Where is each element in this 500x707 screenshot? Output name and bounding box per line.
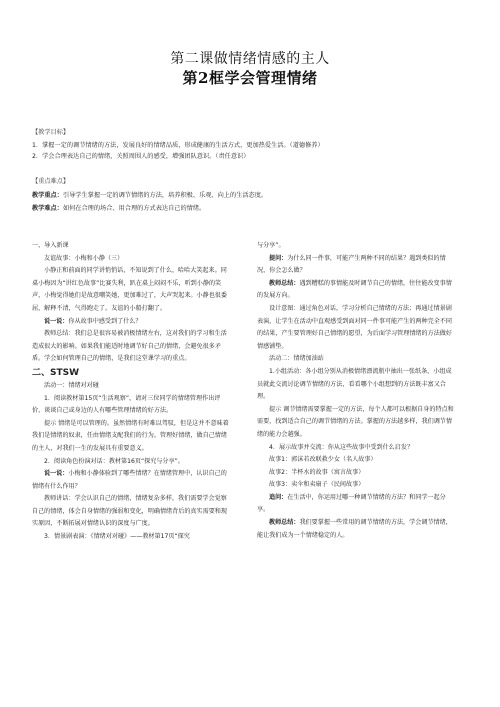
objectives-header: 【教学目标】: [32, 129, 70, 136]
paragraph-text: 你从故事中感受到了什么？: [68, 317, 142, 325]
paragraph: 与分享”。: [257, 242, 285, 249]
paragraph: 活动二：情绪加油站: [269, 355, 324, 363]
paragraph: [32, 316, 232, 329]
keypoints-section: [32, 177, 472, 213]
difficulty-line: [32, 204, 472, 213]
difficulty-label: 教学难点：: [32, 205, 63, 212]
objective-item-2: 2．学会合理表达自己的情绪，关照周围人的感受，增强团队意识。（责任意识）: [32, 153, 250, 160]
paragraph-label: 教师总结：: [269, 279, 300, 287]
paragraph: [257, 253, 457, 278]
paragraph: 故事2：半杯水的故事（寓言故事）: [269, 468, 365, 476]
paragraph: [257, 517, 457, 542]
paragraph-text: 为什么同一件事，可能产生两种不同的结果？遇到类似的情况，你会怎么做？: [257, 254, 446, 275]
focus-line: [32, 191, 472, 200]
left-column: [32, 240, 232, 544]
paragraph: 2．阅读角色扮演对话：教材第16页“探究与分享”。: [44, 457, 184, 465]
lesson-subtitle: 第2框学会管理情绪: [182, 69, 318, 87]
paragraph: 故事1：郭沫若改联救少女（名人故事）: [269, 456, 377, 464]
paragraph: [257, 492, 457, 517]
paragraph: [32, 468, 232, 493]
paragraph-label: 追问：: [269, 493, 288, 501]
paragraph-label: 说一说：: [44, 470, 69, 478]
paragraph: 提示 情绪是可以管理的。虽然情绪有时难以驾驭，但是这并不意味着我们是情绪的奴隶，任由情绪支配我们的行为。管理好情绪，做自己情绪的主人，对我们一生的发展具有重要意义。: [32, 419, 229, 452]
paragraph-label: 提问：: [269, 254, 288, 262]
paragraph: 友谊故事：小梅和小静（三）: [44, 254, 124, 262]
paragraph: 二、STSW: [32, 367, 80, 378]
paragraph-text: 在生活中，你运用过哪一种调节情绪的方法？和同学一起分享。: [257, 493, 446, 514]
paragraph-label: 说一说：: [44, 317, 69, 325]
paragraph: 4．展示故事并交流：你从这些故事中受到什么启发？: [269, 443, 414, 451]
difficulty-text: 如何在合理的场合、用合理的方式表达自己的情绪。: [62, 205, 206, 212]
paragraph: 一、导入新课: [32, 242, 69, 249]
paragraph: 故事3：卖伞和卖扇子（民间故事）: [269, 481, 365, 489]
paragraph: 教师总结：我们总是很容易被消极情绪左右，这对我们的学习和生活造成很大的影响。如果我们能适时地调节好自己的情绪，会避免很多矛盾。学会如何管理自己的情绪，是我们这堂课学习的重点。: [32, 330, 227, 363]
paragraph: 提示 调节情绪需要掌握一定的方法，每个人都可以根据自身的特点和需要，找到适合自己的调节情绪的方法。掌握的方法越多样，我们调节情绪的能力会越强。: [257, 405, 454, 438]
objective-item-1: 1．掌握一定的调节情绪的方法，发展良好的情绪品质，形成健康的生活方式，更加热爱生活。（道德修养）: [32, 142, 324, 149]
paragraph: [257, 278, 457, 303]
right-column: [257, 240, 457, 542]
paragraph: 3．情景剧表演：《情绪对对碰》——教材第17页“探究: [44, 533, 190, 541]
paragraph-text: 我们要掌握一些常用的调节情绪的方法，学会调节情绪，能让我们成为一个情绪稳定的人。: [257, 519, 452, 539]
paragraph: 小静正和前面的同学讲悄悄话，不知说到了什么，哈哈大笑起来。同桌小梅因为“讲红色故事”比赛失利，趴在桌上闷闷不乐，听到小静的笑声，小梅觉得她们是故意嘲笑她，更加难过了，大声哭起来。小静也很委屈，解释不清，气得跑走了。友谊的小船打翻了。: [32, 267, 227, 312]
paragraph-label: 教师总结：: [269, 519, 300, 527]
objectives-section: [32, 128, 472, 161]
lesson-title: 第二课做情绪情感的主人: [170, 51, 330, 67]
paragraph-text: 小梅和小静体验到了哪些情绪？在情绪管理中，认识自己的情绪有什么作用？: [32, 470, 227, 490]
focus-text: 引导学生掌握一定的调节情绪的方法，培养积极、乐观、向上的生活态度。: [62, 192, 268, 199]
paragraph: 教师讲话：学会认识自己的情绪，情绪复杂多样，我们需要学会觉察自己的情绪，体会自身情绪的强弱和变化，明确情绪背后的真实需要和现实原因，不断拓展对情绪认识的深度与广度。: [32, 495, 227, 528]
paragraph: 1.小组活动：各小组分别从消极情绪漂流瓶中抽出一张纸条，小组成员就此交流讨论调节情绪的方法，看看哪个小组想到的方法既丰富又合理。: [257, 367, 452, 401]
paragraph: 1．阅读教材第15页“生活观察”，请对三位同学的情绪管理作出评价，谈谈自己或身边的人有哪些管理情绪的好方法。: [32, 394, 221, 415]
focus-label: 教学重点：: [32, 192, 63, 199]
keypoints-header: 【重点难点】: [32, 178, 70, 185]
paragraph-text: 遇到糟糕的事情能及时调节自己的情绪，往往能改变事情的发展方向。: [257, 279, 452, 300]
paragraph: 活动一：情绪对对碰: [44, 381, 99, 389]
paragraph: 设计意图：通过角色对话，学习分析自己情绪的方法；再通过情景剧表演，让学生在活动中直观感受到面对同一件事可能产生的两种完全不同的结果，产生要管理好自己情绪的愿望，为后面学习管理情绪的方法做好情感铺垫。: [257, 304, 452, 350]
